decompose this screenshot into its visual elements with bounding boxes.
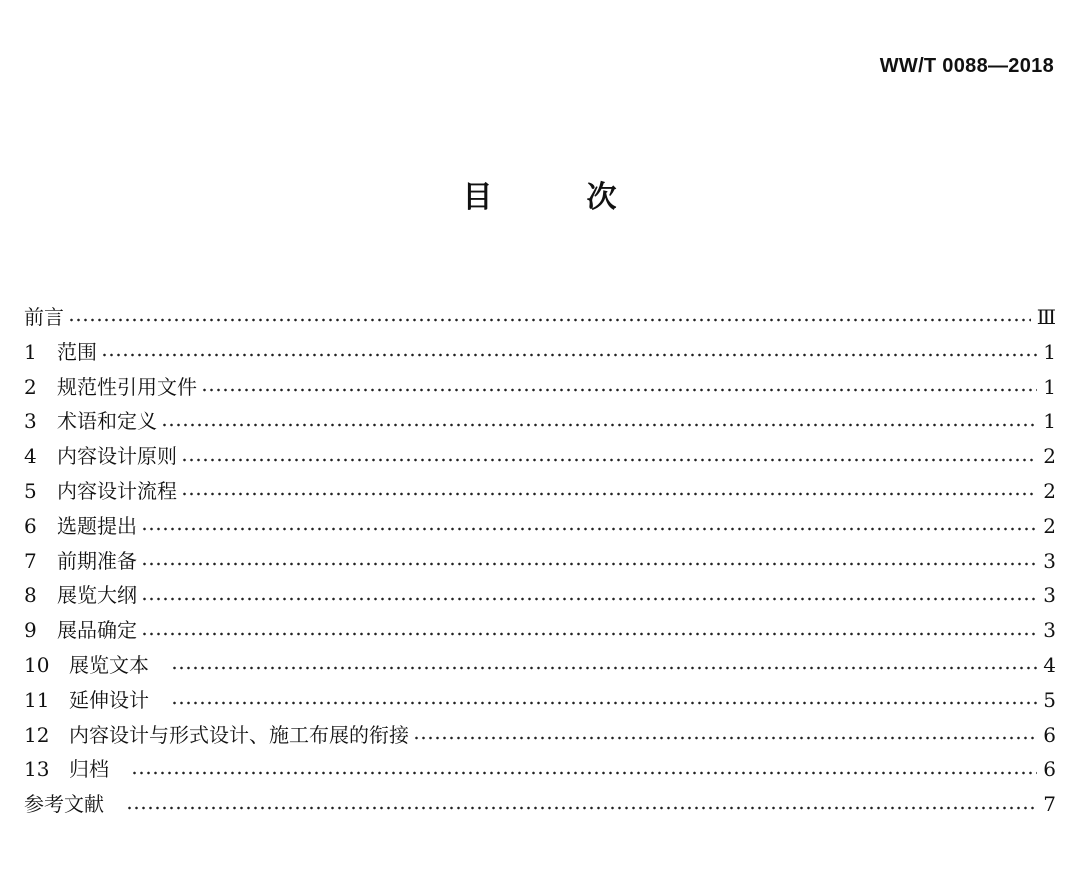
- toc-entry-12[interactable]: [24, 718, 1056, 753]
- table-of-contents: [24, 300, 1056, 822]
- toc-entry-number: 11: [24, 687, 50, 712]
- dot-leader: [413, 728, 1037, 748]
- dot-leader: [171, 693, 1037, 713]
- dot-leader: [131, 763, 1037, 783]
- dot-leader: [141, 554, 1037, 574]
- toc-entry-page: 6: [1043, 722, 1056, 747]
- toc-entry-1[interactable]: [24, 335, 1056, 370]
- toc-entry-number: 7: [24, 548, 37, 573]
- toc-entry-number: 10: [24, 652, 50, 677]
- toc-entry-label: 术语和定义: [57, 409, 157, 434]
- toc-entry-label: 前期准备: [57, 548, 137, 573]
- toc-entry-page: 6: [1043, 757, 1056, 782]
- toc-entry-label: 延伸设计: [69, 687, 149, 712]
- toc-entry-5[interactable]: [24, 474, 1056, 509]
- toc-entry-page: 1: [1043, 374, 1056, 399]
- toc-entry-number: 8: [24, 583, 37, 608]
- toc-entry-label: 展览大纲: [57, 583, 137, 608]
- toc-entry-6[interactable]: [24, 509, 1056, 544]
- toc-entry-label: 范围: [57, 339, 97, 364]
- toc-entry-label: 内容设计流程: [57, 478, 177, 503]
- dot-leader: [171, 658, 1037, 678]
- toc-entry-8[interactable]: [24, 578, 1056, 613]
- page-title: 目 次: [462, 180, 618, 215]
- toc-entry-label: 内容设计与形式设计、施工布展的衔接: [69, 722, 409, 747]
- toc-entry-13[interactable]: [24, 752, 1056, 787]
- dot-leader: [101, 345, 1037, 365]
- toc-entry-page: 2: [1043, 478, 1056, 503]
- toc-entry-label: 规范性引用文件: [57, 374, 197, 399]
- dot-leader: [126, 798, 1037, 818]
- toc-entry-7[interactable]: [24, 544, 1056, 579]
- toc-entry-number: 4: [24, 444, 37, 469]
- toc-entry-number: 6: [24, 513, 37, 538]
- toc-entry-page: 1: [1043, 339, 1056, 364]
- toc-entry-page: 1: [1043, 409, 1056, 434]
- toc-entry-11[interactable]: [24, 683, 1056, 718]
- dot-leader: [181, 450, 1037, 470]
- standard-code: WW/T 0088—2018: [879, 55, 1054, 77]
- toc-entry-page: 7: [1043, 792, 1056, 817]
- toc-entry-page: Ⅲ: [1036, 305, 1056, 329]
- toc-entry-number: 9: [24, 618, 37, 643]
- toc-entry-label: 选题提出: [57, 513, 137, 538]
- toc-entry-9[interactable]: [24, 613, 1056, 648]
- dot-leader: [141, 589, 1037, 609]
- toc-entry-number: 1: [24, 339, 37, 364]
- toc-entry-number: 12: [24, 722, 50, 747]
- dot-leader: [181, 484, 1037, 504]
- dot-leader: [201, 380, 1037, 400]
- dot-leader: [68, 310, 1031, 330]
- toc-entry-page: 3: [1043, 618, 1056, 643]
- toc-entry-label: 参考文献: [24, 792, 104, 817]
- toc-entry-label: 前言: [24, 305, 64, 329]
- dot-leader: [161, 415, 1037, 435]
- toc-entry-label: 归档: [69, 757, 109, 782]
- toc-entry-page: 3: [1043, 583, 1056, 608]
- toc-entry-number: 5: [24, 478, 37, 503]
- toc-entry-label: 内容设计原则: [57, 444, 177, 469]
- toc-entry-foreword[interactable]: [24, 300, 1056, 335]
- toc-entry-2[interactable]: [24, 370, 1056, 405]
- toc-entry-page: 4: [1043, 652, 1056, 677]
- dot-leader: [141, 519, 1037, 539]
- toc-entry-4[interactable]: [24, 439, 1056, 474]
- toc-entry-page: 2: [1043, 444, 1056, 469]
- toc-entry-label: 展览文本: [69, 652, 149, 677]
- toc-entry-number: 3: [24, 409, 37, 434]
- toc-entry-number: 2: [24, 374, 37, 399]
- toc-entry-number: 13: [24, 757, 50, 782]
- toc-entry-10[interactable]: [24, 648, 1056, 683]
- toc-entry-3[interactable]: [24, 404, 1056, 439]
- toc-entry-page: 3: [1043, 548, 1056, 573]
- toc-entry-references[interactable]: [24, 787, 1056, 822]
- toc-entry-page: 5: [1043, 687, 1056, 712]
- toc-entry-page: 2: [1043, 513, 1056, 538]
- dot-leader: [141, 624, 1037, 644]
- toc-entry-label: 展品确定: [57, 618, 137, 643]
